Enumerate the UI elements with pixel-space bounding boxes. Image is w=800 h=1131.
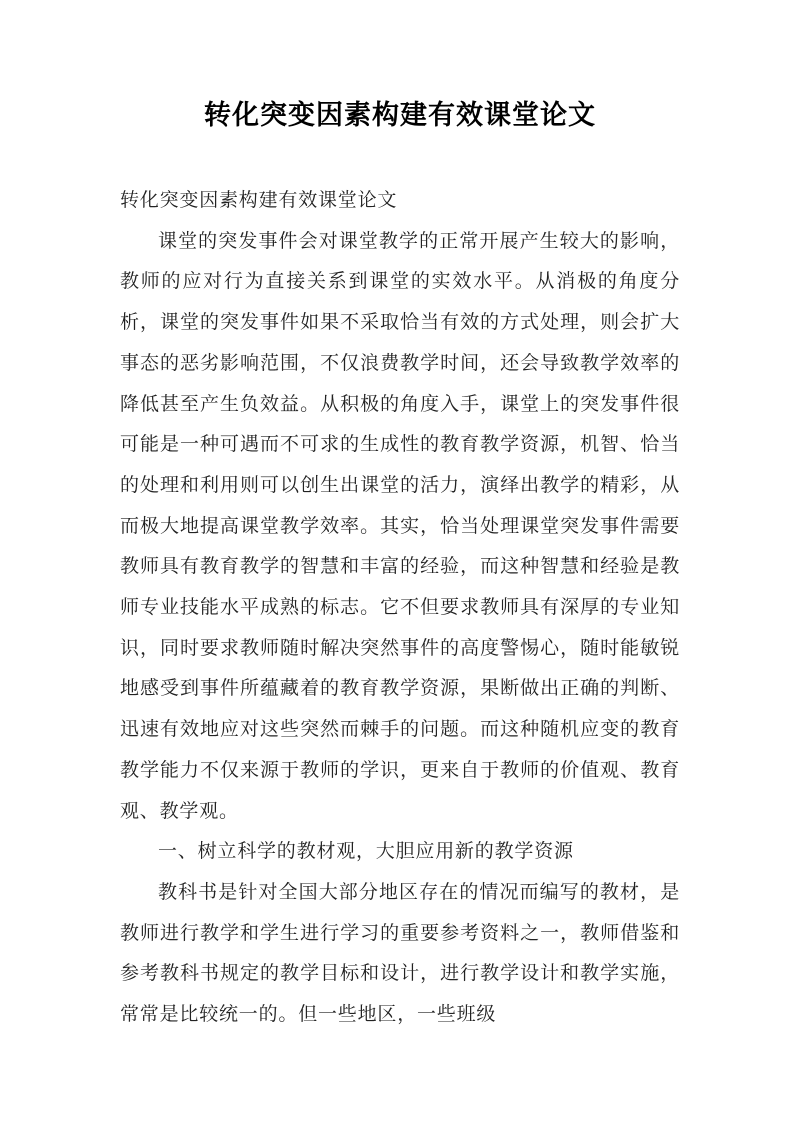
- document-title: 转化突变因素构建有效课堂论文: [204, 100, 596, 131]
- document-body: [120, 180, 680, 1035]
- paragraph-textbook: 教科书是针对全国大部分地区存在的情况而编写的教材，是教师进行教学和学生进行学习的重要参考资料之一，教师借鉴和参考教科书规定的教学目标和设计，进行教学设计和教学实施，常常是比较统一的。但一些地区，一些班级: [120, 880, 680, 1026]
- document-subtitle: 转化突变因素构建有效课堂论文: [120, 189, 398, 211]
- section-heading: 一、树立科学的教材观，大胆应用新的教学资源: [158, 840, 574, 863]
- paragraph-intro: 课堂的突发事件会对课堂教学的正常开展产生较大的影响，教师的应对行为直接关系到课堂的实效水平。从消极的角度分析，课堂的突发事件如果不采取恰当有效的方式处理，则会扩大事态的恶劣影响范围，不仅浪费教学时间，还会导致教学效率的降低甚至产生负效益。从积极的角度入手，课堂上的突发事件很可能是一种可遇而不可求的生成性的教育教学资源，机智、恰当的处理和利用则可以创生出课堂的活力，演绎出教学的精彩，从而极大地提高课堂教学效率。其实，恰当处理课堂突发事件需要教师具有教育教学的智慧和丰富的经验，而这种智慧和经验是教师专业技能水平成熟的标志。它不但要求教师具有深厚的专业知识，同时要求教师随时解决突然事件的高度警惕心，随时能敏锐地感受到事件所蕴藏着的教育教学资源，果断做出正确的判断、迅速有效地应对这些突然而棘手的问题。而这种随机应变的教育教学能力不仅来源于教师的学识，更来自于教师的价值观、教育观、教学观。: [120, 229, 680, 822]
